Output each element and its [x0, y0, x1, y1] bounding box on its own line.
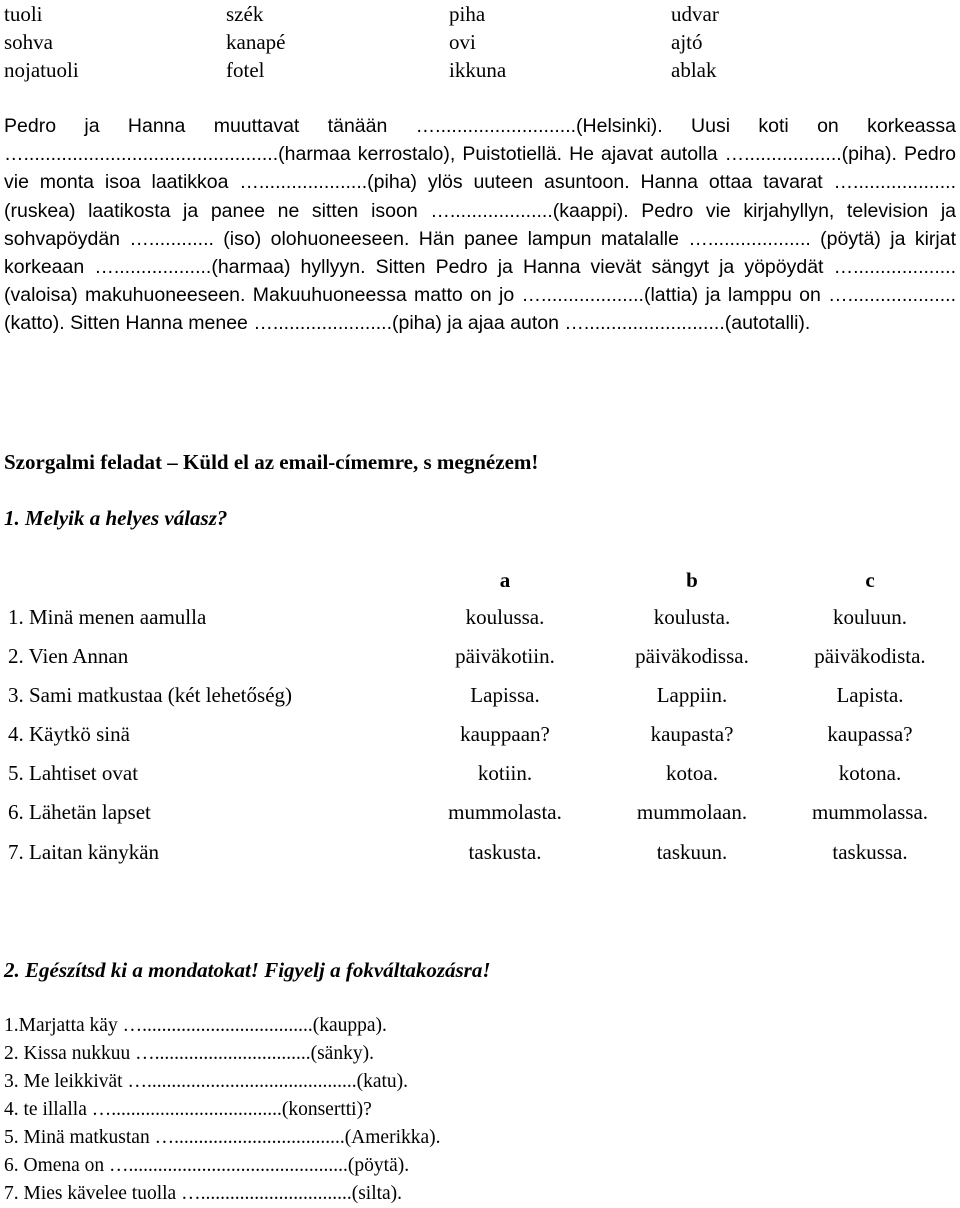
sentence-completion-list [4, 1012, 441, 1208]
vocab-translation: fotel [226, 58, 265, 82]
option-c: mummolassa. [811, 800, 929, 824]
question-row [0, 759, 960, 787]
vocabulary-table [4, 0, 956, 84]
option-c: kouluun. [832, 605, 908, 629]
question-row [0, 720, 960, 748]
vocab-translation: kanapé [226, 30, 286, 54]
vocab-word: ovi [449, 30, 476, 54]
choice-header-c: c [865, 568, 875, 592]
paragraph-line: olohuoneeseen. Hän panee lampun matalalle …................... (pöytä) ja kirjat korkeaan [4, 227, 956, 279]
paragraph-line: asuntoon. Hanna ottaa tavarat …...................(ruskea) laatikosta ja panee ne sitten isoon [4, 171, 956, 222]
option-a: mummolasta. [448, 800, 562, 824]
question-text: 4. Käytkö sinä [8, 722, 130, 746]
vocab-row [4, 28, 956, 56]
option-a: päiväkotiin. [455, 644, 555, 668]
vocab-word: ikkuna [449, 58, 507, 82]
question-text: 7. Laitan känykän [8, 840, 160, 864]
option-b: päiväkodissa. [635, 644, 749, 668]
paragraph-line: …...............................................(harmaa kerrostalo), Puistotiellä. He ajavat autolla [4, 143, 718, 166]
option-a: koulussa. [465, 605, 545, 629]
option-b: koulusta. [653, 605, 731, 629]
option-a: taskusta. [468, 840, 542, 864]
sentence-item: 2. Kissa nukkuu …................................(sänky). [4, 1043, 374, 1064]
option-c: Lapista. [836, 683, 904, 707]
option-b: kotoa. [666, 761, 718, 785]
vocab-translation: szék [226, 2, 264, 26]
question-text: 2. Vien Annan [8, 644, 129, 668]
question-text: 6. Lähetän lapset [8, 800, 151, 824]
vocab-word: nojatuoli [4, 58, 79, 82]
fill-in-paragraph [4, 112, 956, 338]
paragraph-line: …......................(piha) ja ajaa auton …..........................(autotalli). [253, 312, 811, 335]
option-c: kotona. [838, 761, 902, 785]
sentence-item: 1.Marjatta käy …...................................(kauppa). [4, 1015, 387, 1036]
vocab-row [4, 56, 956, 84]
task-heading: Szorgalmi feladat – Küld el az email-címemre, s megnézem! [4, 450, 539, 474]
option-a: kauppaan? [460, 722, 550, 746]
sentence-item: 7. Mies kävelee tuolla …...............................(silta). [4, 1183, 403, 1204]
option-b: Lappiin. [656, 683, 728, 707]
vocab-translation: ablak [671, 58, 717, 82]
option-c: taskussa. [832, 840, 908, 864]
choice-header-a: a [499, 568, 511, 592]
question-text: 3. Sami matkustaa (két lehetőség) [8, 683, 293, 707]
paragraph-line: …..................(piha). Pedro vie monta isoa laatikkoa …....................(piha) ylös uuteen [4, 143, 957, 194]
question-1-title: 1. Melyik a helyes válasz? [4, 506, 228, 530]
vocab-word: tuoli [4, 2, 43, 26]
vocab-row [4, 0, 956, 28]
option-a: kotiin. [477, 761, 533, 785]
sentence-item: 6. Omena on ….............................................(pöytä). [4, 1155, 410, 1176]
paragraph-line: …..................(harmaa) hyllyyn. Sitten Pedro ja Hanna vievät sängyt ja yöpöydät [94, 256, 824, 279]
sentence-item: 4. te illalla …...................................(konsertti)? [4, 1099, 372, 1120]
question-text: 1. Minä menen aamulla [8, 605, 207, 629]
choice-header-b: b [686, 568, 698, 592]
question-row [0, 681, 960, 709]
paragraph-line: …...................(lattia) ja lamppu on …....................(katto). Sitten Hanna menee [4, 284, 957, 335]
sentence-item: 5. Minä matkustan …...................................(Amerikka). [4, 1127, 441, 1148]
option-c: päiväkodista. [814, 644, 926, 668]
option-a: Lapissa. [470, 683, 540, 707]
question-2-title: 2. Egészítsd ki a mondatokat! Figyelj a fokváltakozásra! [4, 958, 491, 982]
option-b: mummolaan. [636, 800, 748, 824]
vocab-word: piha [449, 2, 486, 26]
option-c: kaupassa? [827, 722, 913, 746]
vocab-translation: ajtó [671, 30, 703, 54]
option-b: kaupasta? [650, 722, 734, 746]
question-row [0, 798, 960, 826]
question-row [0, 603, 960, 631]
question-row [0, 642, 960, 670]
vocab-translation: udvar [671, 2, 719, 26]
paragraph-line: …...................(kaappi). Pedro vie kirjahyllyn, television ja sohvapöydän …............ (iso) [4, 199, 956, 250]
vocab-word: sohva [4, 30, 53, 54]
paragraph-line: …...................(valoisa) makuhuoneeseen. Makuuhuoneessa matto on jo [4, 256, 957, 307]
paragraph-line: Pedro ja Hanna muuttavat tänään …..........................(Helsinki). Uusi koti on korkeassa [4, 115, 956, 137]
option-b: taskuun. [656, 840, 728, 864]
question-row [0, 838, 960, 866]
question-text: 5. Lahtiset ovat [8, 761, 139, 785]
sentence-item: 3. Me leikkivät …...........................................(katu). [4, 1071, 409, 1092]
